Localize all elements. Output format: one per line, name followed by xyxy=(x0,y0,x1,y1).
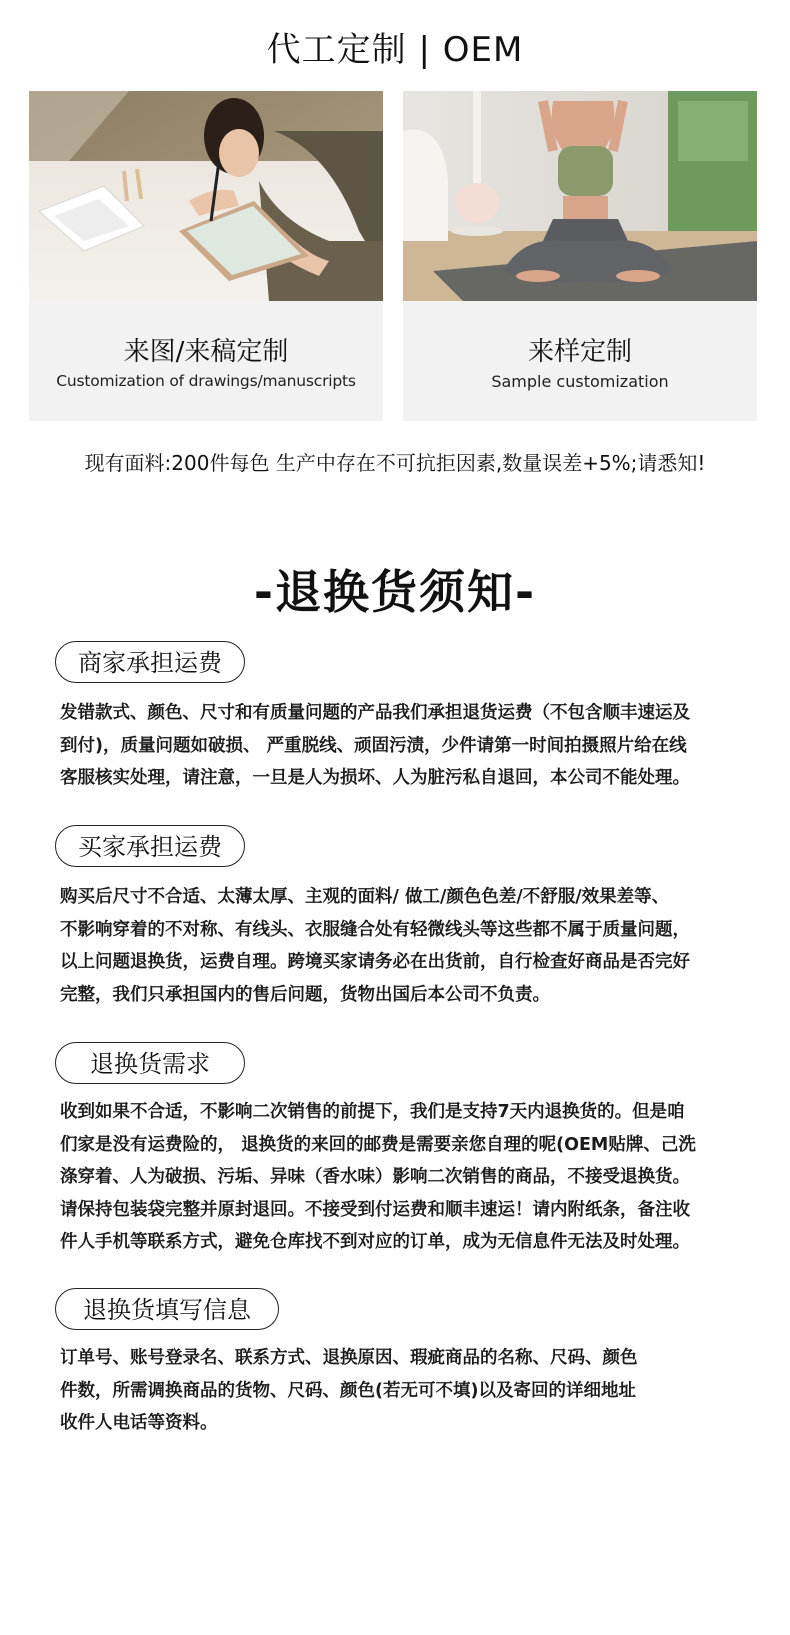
text-line: 涤穿着、人为破损、污垢、异味（香水味）影响二次销售的商品，不接受退换货。 xyxy=(60,1167,690,1187)
text-line: 以上问题退换货，运费自理。跨境买家请务必在出货前，自行检查好商品是否完好 xyxy=(60,952,690,972)
text-line: 收件人电话等资料。 xyxy=(60,1413,218,1433)
text-line: 发错款式、颜色、尺寸和有质量问题的产品我们承担退货运费（不包含顺丰速运及 xyxy=(60,703,690,723)
section-text-buyer-shipping xyxy=(60,881,750,1011)
section-text-merchant-shipping xyxy=(60,697,750,795)
section-text-return-info xyxy=(60,1342,750,1440)
text-line: 收到如果不合适，不影响二次销售的前提下，我们是支持7天内退换货的。但是咱 xyxy=(60,1102,685,1122)
card-drawing-customization xyxy=(29,91,383,421)
card-subtitle: Sample customization xyxy=(491,372,669,391)
text-line: 请保持包装袋完整并原封退回。不接受到付运费和顺丰速运！请内附纸条，备注收 xyxy=(60,1199,690,1220)
section-label-return-requirements: 退换货需求 xyxy=(55,1042,245,1084)
card-subtitle: Customization of drawings/manuscripts xyxy=(56,372,356,390)
text-line: 件数，所需调换商品的货物、尺码、颜色(若无可不填)以及寄回的详细地址 xyxy=(60,1380,636,1401)
section-text-return-requirements xyxy=(60,1096,750,1259)
text-line: 客服核实处理，请注意，一旦是人为损坏、人为脏污私自退回，本公司不能处理。 xyxy=(60,768,690,788)
section-label-return-info: 退换货填写信息 xyxy=(55,1288,279,1330)
text-line: 件人手机等联系方式，避免仓库找不到对应的订单，成为无信息件无法及时处理。 xyxy=(60,1232,690,1252)
fabric-notice: 现有面料:200件每色 生产中存在不可抗拒因素,数量误差+5%;请悉知! xyxy=(84,451,706,475)
card-title: 来图/来稿定制 xyxy=(123,337,289,367)
text-line: 到付)，质量问题如破损、 严重脱线、顽固污渍，少件请第一时间拍摄照片给在线 xyxy=(60,735,687,756)
yoga-model-photo xyxy=(403,91,757,301)
returns-heading: -退换货须知- xyxy=(253,565,537,619)
text-line: 们家是没有运费险的， 退换货的来回的邮费是需要亲您自理的呢(OEM贴牌、己洗 xyxy=(60,1134,696,1155)
drawing-tablet-photo xyxy=(29,91,383,301)
card-title: 来样定制 xyxy=(527,337,632,367)
section-label-merchant-shipping: 商家承担运费 xyxy=(55,641,245,683)
text-line: 不影响穿着的不对称、有线头、衣服缝合处有轻微线头等这些都不属于质量问题， xyxy=(60,919,690,940)
card-sample-customization xyxy=(403,91,757,421)
section-label-buyer-shipping: 买家承担运费 xyxy=(55,825,245,867)
page-title: 代工定制 | OEM xyxy=(266,30,524,70)
text-line: 订单号、账号登录名、联系方式、退换原因、瑕疵商品的名称、尺码、颜色 xyxy=(60,1348,638,1368)
text-line: 完整，我们只承担国内的售后问题，货物出国后本公司不负责。 xyxy=(60,984,550,1005)
text-line: 购买后尺寸不合适、太薄太厚、主观的面料/ 做工/颜色色差/不舒服/效果差等、 xyxy=(60,887,670,907)
